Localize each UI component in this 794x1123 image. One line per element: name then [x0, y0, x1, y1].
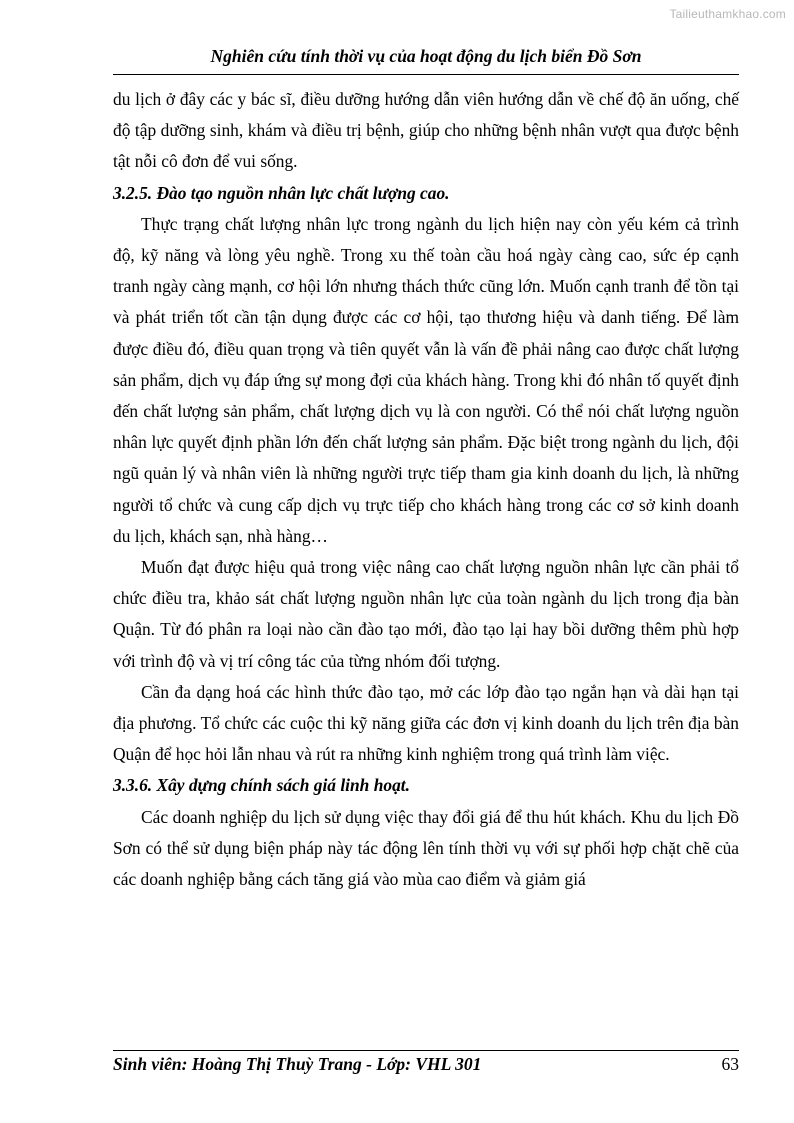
- paragraph-training-forms: Cần đa dạng hoá các hình thức đào tạo, mở các lớp đào tạo ngắn hạn và dài hạn tại địa phương. Tổ chức các cuộc thi kỹ năng giữa các đơn vị kinh doanh du lịch trên địa bàn Quận để học hỏi lẫn nhau và rút ra những kinh nghiệm trong quá trình làm việc.: [113, 681, 739, 765]
- paragraph-pricing-policy: Các doanh nghiệp du lịch sử dụng việc thay đổi giá để thu hút khách. Khu du lịch Đồ Sơn có thể sử dụng biện pháp này tác động lên tính thời vụ với sự phối hợp chặt chẽ của các doanh nghiệp bằng cách tăng giá vào mùa cao điểm và giảm giá: [113, 806, 739, 890]
- page-body: [113, 84, 739, 895]
- page-number: 63: [721, 1054, 739, 1074]
- watermark-text: Tailieuthamkhao.com: [669, 7, 786, 21]
- paragraph-continuation: du lịch ở đây các y bác sĩ, điều dưỡng hướng dẫn viên hướng dẫn về chế độ ăn uống, chế độ tập dưỡng sinh, khám và điều trị bệnh, giúp cho những bệnh nhân vượt qua được bệnh tật nỗi cô đơn để vui sống.: [113, 89, 739, 172]
- section-heading-3-2-5: 3.2.5. Đào tạo nguồn nhân lực chất lượng cao.: [113, 182, 450, 203]
- paragraph-workforce-quality: Thực trạng chất lượng nhân lực trong ngành du lịch hiện nay còn yếu kém cả trình độ, kỹ năng và lòng yêu nghề. Trong xu thế toàn cầu hoá ngày càng cao, sức ép cạnh tranh ngày càng mạnh, cơ hội lớn nhưng thách thức cũng lớn. Muốn cạnh tranh để tồn tại và phát triển tốt cần tận dụng được các cơ hội, tạo thương hiệu và danh tiếng. Để làm được điều đó, điều quan trọng và tiên quyết vẫn là vấn đề phải nâng cao được chất lượng sản phẩm, dịch vụ đáp ứng sự mong đợi của khách hàng. Trong khi đó nhân tố quyết định đến chất lượng sản phẩm, chất lượng dịch vụ là con người. Có thể nói chất lượng nguồn nhân lực quyết định phần lớn đến chất lượng sản phẩm. Đặc biệt trong ngành du lịch, đội ngũ quản lý và nhân viên là những người trực tiếp tham gia kinh doanh du lịch, là những người tổ chức và cung cấp dịch vụ trực tiếp cho khách hàng trong các cơ sở kinh doanh du lịch, khách sạn, nhà hàng…: [113, 213, 739, 546]
- section-heading-3-3-6: 3.3.6. Xây dựng chính sách giá linh hoạt.: [113, 775, 410, 796]
- header-divider: [113, 74, 739, 75]
- paragraph-survey-training: Muốn đạt được hiệu quả trong việc nâng cao chất lượng nguồn nhân lực cần phải tổ chức điều tra, khảo sát chất lượng nguồn nhân lực của toàn ngành du lịch trong địa bàn Quận. Từ đó phân ra loại nào cần đào tạo mới, đào tạo lại hay bồi dưỡng thêm phù hợp với trình độ và vị trí công tác của từng nhóm đối tượng.: [113, 557, 739, 671]
- running-header-title: Nghiên cứu tính thời vụ của hoạt động du lịch biển Đồ Sơn: [210, 46, 642, 66]
- footer-author-line: Sinh viên: Hoàng Thị Thuỳ Trang - Lớp: VHL 301: [113, 1054, 482, 1074]
- footer-divider: [113, 1050, 739, 1051]
